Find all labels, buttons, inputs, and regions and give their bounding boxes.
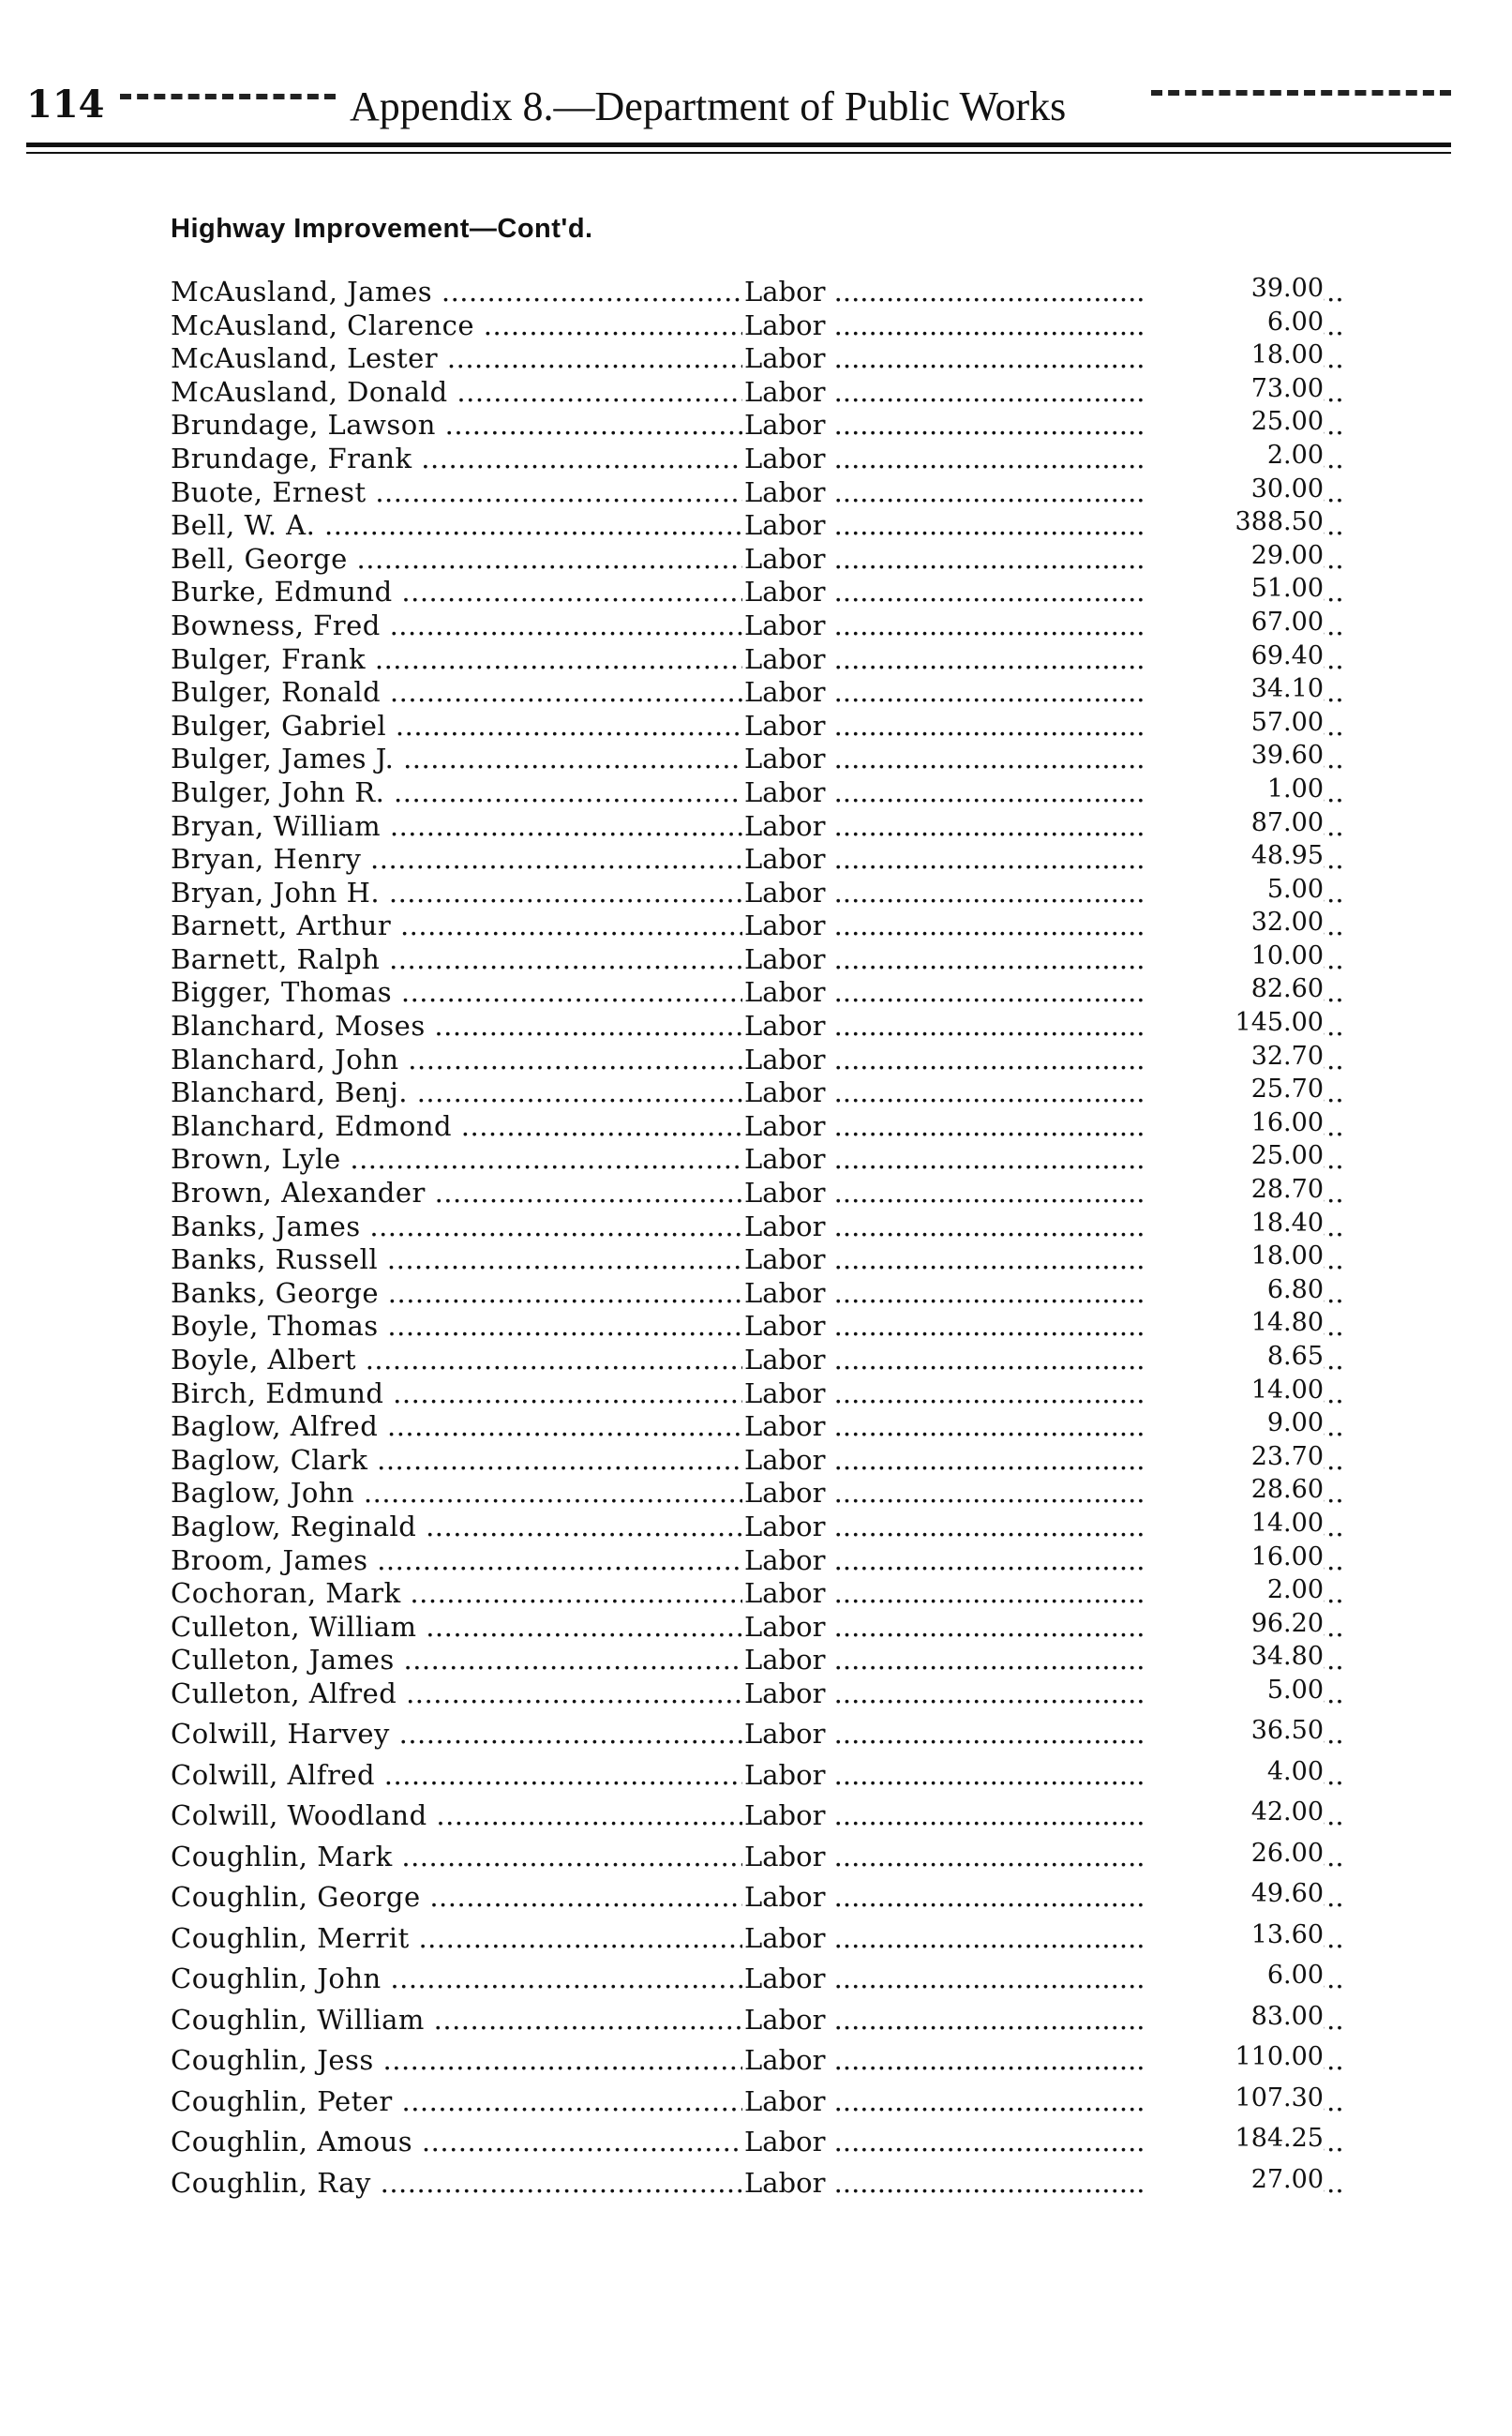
payee-name: Coughlin, Mark ..... (171, 1841, 742, 1872)
payee-occupation: Labor ..... (744, 1799, 1344, 1831)
payee-occupation: Labor ..... (744, 1310, 1344, 1342)
ledger-row (171, 1920, 1324, 1962)
payee-name: Bulger, John R. ..... (171, 776, 742, 808)
ledger-row (171, 1042, 1324, 1075)
payee-occupation: Labor ..... (744, 910, 1344, 941)
payee-occupation: Labor ..... (744, 543, 1344, 575)
header-rule (26, 143, 1451, 147)
payee-occupation: Labor ..... (744, 943, 1344, 975)
payee-name: Bryan, Henry ..... (171, 843, 742, 875)
payee-name: Brundage, Frank ..... (171, 443, 742, 474)
payee-name: Colwill, Alfred ..... (171, 1759, 742, 1791)
ledger-row (171, 608, 1324, 641)
payee-name: Bowness, Fred ..... (171, 609, 742, 641)
payee-name: Banks, Russell ..... (171, 1243, 742, 1275)
payment-amount: 4.00 (1145, 1757, 1324, 1786)
payee-occupation: Labor ..... (744, 643, 1344, 675)
ledger-row (171, 2083, 1324, 2125)
payment-amount: 57.00 (1145, 708, 1324, 737)
payment-amount: 2.00 (1145, 441, 1324, 470)
payment-amount: 145.00 (1145, 1008, 1324, 1037)
payee-name: McAusland, Lester ..... (171, 342, 742, 374)
payee-occupation: Labor ..... (744, 1110, 1344, 1142)
payment-amount: 16.00 (1145, 1542, 1324, 1571)
payee-occupation: Labor ..... (744, 710, 1344, 742)
payee-name: Bryan, John H. ..... (171, 877, 742, 909)
ledger-row (171, 441, 1324, 474)
ledger-row (171, 1342, 1324, 1376)
ledger-list (171, 274, 1324, 2205)
payee-occupation: Labor ..... (744, 1611, 1344, 1643)
payment-amount: 49.60 (1145, 1879, 1324, 1908)
page-header (26, 66, 1451, 141)
ledger-row (171, 474, 1324, 508)
payee-name: Bryan, William ..... (171, 810, 742, 842)
payee-name: Boyle, Albert ..... (171, 1344, 742, 1376)
payee-occupation: Labor ..... (744, 843, 1344, 875)
payee-occupation: Labor ..... (744, 509, 1344, 541)
payment-amount: 26.00 (1145, 1839, 1324, 1868)
ledger-row (171, 1442, 1324, 1476)
payee-occupation: Labor ..... (744, 1881, 1344, 1913)
payee-name: Bigger, Thomas ..... (171, 976, 742, 1008)
payee-occupation: Labor ..... (744, 309, 1344, 341)
payee-name: Blanchard, Moses ..... (171, 1010, 742, 1042)
payee-occupation: Labor ..... (744, 1076, 1344, 1108)
payee-occupation: Labor ..... (744, 776, 1344, 808)
ledger-row (171, 541, 1324, 575)
ledger-row (171, 1542, 1324, 1576)
ledger-row (171, 1075, 1324, 1108)
payee-name: Coughlin, Jess ..... (171, 2044, 742, 2076)
payee-name: Coughlin, Ray ..... (171, 2167, 742, 2199)
payee-name: Coughlin, John ..... (171, 1962, 742, 1994)
ledger-row (171, 507, 1324, 541)
ledger-row (171, 2042, 1324, 2083)
payee-occupation: Labor ..... (744, 2126, 1344, 2158)
payee-occupation: Labor ..... (744, 1759, 1344, 1791)
payee-occupation: Labor ..... (744, 1644, 1344, 1676)
payee-occupation: Labor ..... (744, 1210, 1344, 1242)
payment-amount: 34.80 (1145, 1642, 1324, 1671)
payment-amount: 14.00 (1145, 1509, 1324, 1538)
payee-occupation: Labor ..... (744, 1677, 1344, 1709)
payee-name: Bulger, James J. ..... (171, 743, 742, 774)
payee-occupation: Labor ..... (744, 676, 1344, 708)
ledger-row (171, 308, 1324, 341)
payment-amount: 16.00 (1145, 1108, 1324, 1137)
payee-name: Burke, Edmund ..... (171, 576, 742, 608)
payment-amount: 9.00 (1145, 1408, 1324, 1437)
ledger-row (171, 741, 1324, 774)
ledger-row (171, 1676, 1324, 1717)
payment-amount: 42.00 (1145, 1797, 1324, 1827)
ledger-row (171, 1175, 1324, 1209)
payee-occupation: Labor ..... (744, 1477, 1344, 1509)
payee-occupation: Labor ..... (744, 2004, 1344, 2036)
payee-name: Colwill, Harvey ..... (171, 1718, 742, 1750)
payment-amount: 18.00 (1145, 1241, 1324, 1271)
payee-name: Bulger, Gabriel ..... (171, 710, 742, 742)
payment-amount: 51.00 (1145, 574, 1324, 603)
ledger-row (171, 274, 1324, 308)
payment-amount: 388.50 (1145, 507, 1324, 536)
payment-amount: 28.70 (1145, 1175, 1324, 1204)
payee-occupation: Labor ..... (744, 2085, 1344, 2117)
payee-occupation: Labor ..... (744, 409, 1344, 441)
payee-occupation: Labor ..... (744, 1010, 1344, 1042)
running-title: Appendix 8.—Department of Public Works (350, 83, 1067, 129)
ledger-row (171, 1609, 1324, 1643)
payment-amount: 18.00 (1145, 340, 1324, 369)
payee-occupation: Labor ..... (744, 1922, 1344, 1954)
payee-name: Banks, George ..... (171, 1277, 742, 1309)
ledger-row (171, 1209, 1324, 1242)
payee-name: Barnett, Arthur ..... (171, 910, 742, 941)
payee-name: Brown, Alexander ..... (171, 1177, 742, 1209)
ledger-row (171, 974, 1324, 1008)
payment-amount: 13.60 (1145, 1920, 1324, 1949)
payee-occupation: Labor ..... (744, 1577, 1344, 1609)
ledger-row (171, 1961, 1324, 2002)
payee-occupation: Labor ..... (744, 1277, 1344, 1309)
payment-amount: 28.60 (1145, 1475, 1324, 1504)
payee-name: Coughlin, Amous ..... (171, 2126, 742, 2158)
payment-amount: 5.00 (1145, 1676, 1324, 1705)
payment-amount: 87.00 (1145, 808, 1324, 837)
payee-name: Bulger, Ronald ..... (171, 676, 742, 708)
payee-name: Banks, James ..... (171, 1210, 742, 1242)
ledger-row (171, 908, 1324, 941)
payment-amount: 6.00 (1145, 1961, 1324, 1990)
ledger-row (171, 1642, 1324, 1676)
payment-amount: 10.00 (1145, 941, 1324, 970)
ledger-row (171, 1716, 1324, 1757)
payment-amount: 39.60 (1145, 741, 1324, 770)
payment-amount: 27.00 (1145, 2165, 1324, 2194)
payment-amount: 6.80 (1145, 1275, 1324, 1304)
payment-amount: 8.65 (1145, 1342, 1324, 1371)
ledger-row (171, 407, 1324, 441)
ledger-row (171, 1839, 1324, 1880)
payment-amount: 14.00 (1145, 1376, 1324, 1405)
ledger-row (171, 841, 1324, 875)
payee-name: Bulger, Frank ..... (171, 643, 742, 675)
ledger-row (171, 1408, 1324, 1442)
payee-name: Cochoran, Mark ..... (171, 1577, 742, 1609)
payment-amount: 25.00 (1145, 407, 1324, 436)
payment-amount: 23.70 (1145, 1442, 1324, 1471)
payee-occupation: Labor ..... (744, 576, 1344, 608)
ledger-row (171, 1308, 1324, 1342)
payment-amount: 30.00 (1145, 474, 1324, 504)
payee-name: Broom, James ..... (171, 1544, 742, 1576)
payee-name: Baglow, Alfred ..... (171, 1410, 742, 1442)
payee-name: Bell, W. A. ..... (171, 509, 742, 541)
payment-amount: 83.00 (1145, 2002, 1324, 2031)
payee-name: Baglow, Reginald ..... (171, 1511, 742, 1542)
payee-name: Coughlin, William ..... (171, 2004, 742, 2036)
payee-occupation: Labor ..... (744, 1718, 1344, 1750)
payment-amount: 5.00 (1145, 875, 1324, 904)
payee-name: Blanchard, Edmond ..... (171, 1110, 742, 1142)
payee-name: McAusland, Donald ..... (171, 376, 742, 408)
payee-occupation: Labor ..... (744, 476, 1344, 508)
payee-name: Coughlin, Peter ..... (171, 2085, 742, 2117)
payee-occupation: Labor ..... (744, 1444, 1344, 1476)
payee-name: Coughlin, George ..... (171, 1881, 742, 1913)
payment-amount: 67.00 (1145, 608, 1324, 637)
payment-amount: 110.00 (1145, 2042, 1324, 2071)
payment-amount: 25.00 (1145, 1141, 1324, 1170)
payee-occupation: Labor ..... (744, 443, 1344, 474)
payee-occupation: Labor ..... (744, 1143, 1344, 1175)
payee-occupation: Labor ..... (744, 1410, 1344, 1442)
payee-occupation: Labor ..... (744, 810, 1344, 842)
ledger-row (171, 1879, 1324, 1920)
header-rule-thin (26, 152, 1451, 154)
payee-occupation: Labor ..... (744, 1344, 1344, 1376)
section-heading: Highway Improvement—Cont'd. (171, 214, 593, 244)
payment-amount: 107.30 (1145, 2083, 1324, 2113)
header-ornament-left (120, 94, 336, 99)
payee-occupation: Labor ..... (744, 1177, 1344, 1209)
payment-amount: 2.00 (1145, 1575, 1324, 1604)
payment-amount: 18.40 (1145, 1209, 1324, 1238)
ledger-row (171, 774, 1324, 808)
payee-occupation: Labor ..... (744, 743, 1344, 774)
ledger-row (171, 1241, 1324, 1275)
payee-occupation: Labor ..... (744, 1841, 1344, 1872)
payee-occupation: Labor ..... (744, 1377, 1344, 1409)
payee-name: Culleton, Alfred ..... (171, 1677, 742, 1709)
payment-amount: 25.70 (1145, 1075, 1324, 1104)
payee-occupation: Labor ..... (744, 1044, 1344, 1075)
payee-occupation: Labor ..... (744, 1243, 1344, 1275)
payee-occupation: Labor ..... (744, 877, 1344, 909)
ledger-row (171, 875, 1324, 909)
payment-amount: 73.00 (1145, 374, 1324, 403)
payee-occupation: Labor ..... (744, 276, 1344, 308)
ledger-row (171, 808, 1324, 842)
payment-amount: 14.80 (1145, 1308, 1324, 1337)
ledger-row (171, 708, 1324, 742)
payee-name: Baglow, Clark ..... (171, 1444, 742, 1476)
ledger-row (171, 374, 1324, 408)
ledger-row (171, 574, 1324, 608)
payee-name: Blanchard, John ..... (171, 1044, 742, 1075)
payee-occupation: Labor ..... (744, 1511, 1344, 1542)
payee-name: Brundage, Lawson ..... (171, 409, 742, 441)
ledger-row (171, 1141, 1324, 1175)
payment-amount: 39.00 (1145, 274, 1324, 303)
payee-name: McAusland, Clarence ..... (171, 309, 742, 341)
payment-amount: 32.00 (1145, 908, 1324, 937)
ledger-row (171, 1509, 1324, 1542)
ledger-row (171, 1757, 1324, 1798)
payment-amount: 82.60 (1145, 974, 1324, 1003)
payee-name: Culleton, William ..... (171, 1611, 742, 1643)
payee-name: McAusland, James ..... (171, 276, 742, 308)
ledger-row (171, 1797, 1324, 1839)
payee-occupation: Labor ..... (744, 609, 1344, 641)
ledger-row (171, 2124, 1324, 2165)
payment-amount: 96.20 (1145, 1609, 1324, 1638)
ledger-row (171, 941, 1324, 975)
payee-name: Birch, Edmund ..... (171, 1377, 742, 1409)
ledger-row (171, 2002, 1324, 2043)
payee-name: Colwill, Woodland ..... (171, 1799, 742, 1831)
ledger-row (171, 340, 1324, 374)
payment-amount: 48.95 (1145, 841, 1324, 870)
payment-amount: 1.00 (1145, 774, 1324, 804)
payment-amount: 69.40 (1145, 641, 1324, 670)
payee-name: Boyle, Thomas ..... (171, 1310, 742, 1342)
payment-amount: 34.10 (1145, 674, 1324, 703)
ledger-row (171, 1108, 1324, 1142)
payee-name: Coughlin, Merrit ..... (171, 1922, 742, 1954)
ledger-row (171, 1475, 1324, 1509)
payee-occupation: Labor ..... (744, 2167, 1344, 2199)
ledger-row (171, 1275, 1324, 1309)
ledger-row (171, 641, 1324, 675)
header-ornament-right (1151, 90, 1451, 96)
payee-occupation: Labor ..... (744, 1962, 1344, 1994)
ledger-row (171, 1376, 1324, 1409)
payment-amount: 29.00 (1145, 541, 1324, 570)
ledger-row (171, 674, 1324, 708)
payee-occupation: Labor ..... (744, 1544, 1344, 1576)
payee-name: Buote, Ernest ..... (171, 476, 742, 508)
payment-amount: 6.00 (1145, 308, 1324, 337)
payment-amount: 36.50 (1145, 1716, 1324, 1745)
payee-name: Baglow, John ..... (171, 1477, 742, 1509)
payee-name: Brown, Lyle ..... (171, 1143, 742, 1175)
payee-name: Blanchard, Benj. ..... (171, 1076, 742, 1108)
ledger-row (171, 2165, 1324, 2206)
payee-occupation: Labor ..... (744, 2044, 1344, 2076)
payee-occupation: Labor ..... (744, 342, 1344, 374)
payee-name: Bell, George ..... (171, 543, 742, 575)
payment-amount: 32.70 (1145, 1042, 1324, 1071)
payment-amount: 184.25 (1145, 2124, 1324, 2153)
ledger-row (171, 1008, 1324, 1042)
payee-occupation: Labor ..... (744, 976, 1344, 1008)
payee-name: Barnett, Ralph ..... (171, 943, 742, 975)
ledger-row (171, 1575, 1324, 1609)
page-number: 114 (26, 83, 105, 127)
payee-occupation: Labor ..... (744, 376, 1344, 408)
payee-name: Culleton, James ..... (171, 1644, 742, 1676)
